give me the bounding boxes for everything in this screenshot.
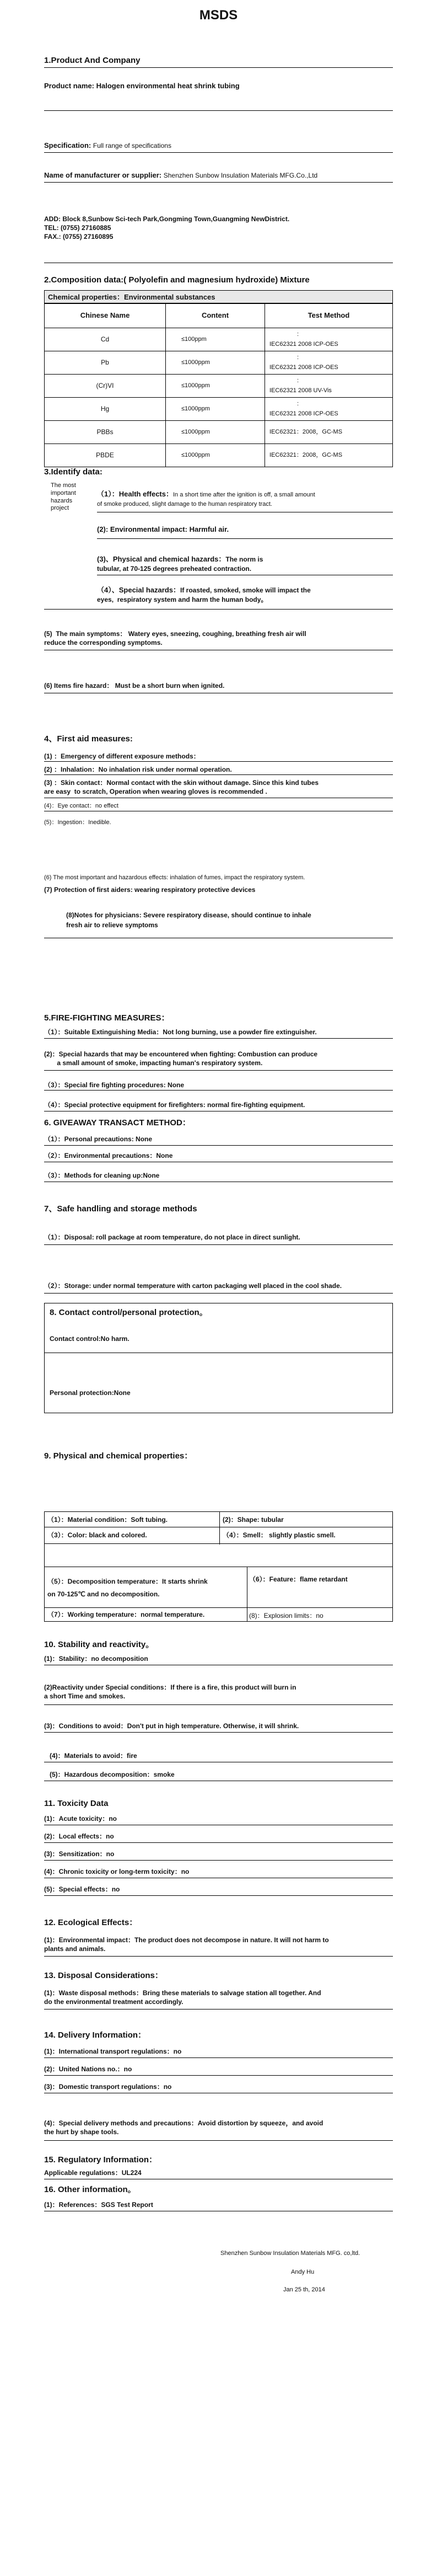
toxicity-item-4: (4)：Chronic toxicity or long-term toxicity：no xyxy=(44,1868,190,1875)
divider xyxy=(44,152,393,153)
cell-content: ≤100ppm xyxy=(166,328,265,351)
fire-hazard: (6) Items fire hazard： Must be a short burn when ignited. xyxy=(44,682,225,690)
first-aid-item-2: (2) ：Inhalation：No inhalation risk under normal operation. xyxy=(44,766,232,773)
stability-item-1: (1)：Stability：no decomposition xyxy=(44,1655,148,1663)
specification-label: Specification: xyxy=(44,141,91,149)
prop-explosion-limits: (8)：Explosion limits：no xyxy=(249,1612,323,1620)
divider xyxy=(44,182,393,183)
grid-line xyxy=(219,1511,220,1544)
cell-content: ≤1000ppm xyxy=(166,421,265,444)
stability-item-2: (2)Reactivity under Special conditions：If there is a fire, this product will burn in a short Time and smokes. xyxy=(44,1684,296,1700)
toxicity-item-2: (2)：Local effects：no xyxy=(44,1832,114,1840)
col-header-content: Content xyxy=(166,304,265,328)
stability-item-5: (5)：Hazardous decomposition：smoke xyxy=(50,1771,175,1778)
divider xyxy=(44,2075,393,2076)
first-aid-item-3: (3) ：Skin contact：Normal contact with the skin without damage. Since this kind tubes are easy to scratch, Operation when wearing gloves is recommended . xyxy=(44,779,319,795)
prop-shape: (2)：Shape: tubular xyxy=(223,1516,284,1524)
cell-method: IEC62321 2008 ICP-OES xyxy=(269,364,338,371)
section-3-heading: 3.Identify data: xyxy=(44,467,102,477)
table-row xyxy=(45,351,393,375)
health-effects xyxy=(97,490,395,509)
prop-material: （1）：Material condition：Soft tubing. xyxy=(47,1516,168,1524)
health-effects-text: In a short time after the ignition is off, a small amount of smoke produced, slight damage to the human respiratory tract. xyxy=(97,491,315,507)
table-row xyxy=(45,375,393,398)
delivery-item-3: (3)：Domestic transport regulations：no xyxy=(44,2083,172,2091)
divider xyxy=(44,1860,393,1861)
chemical-properties-bar: Chemical properties：Environmental substances xyxy=(44,290,393,303)
section-2-heading: 2.Composition data:( Polyolefin and magnesium hydroxide) Mixture xyxy=(44,275,310,285)
delivery-item-2: (2)：United Nations no.：no xyxy=(44,2065,132,2073)
table-row xyxy=(45,398,393,421)
cell-method: IEC62321：2008，GC-MS xyxy=(269,452,343,459)
divider xyxy=(97,538,393,539)
section-14-heading: 14. Delivery Information： xyxy=(44,2030,147,2040)
section-9-heading: 9. Physical and chemical properties： xyxy=(44,1451,193,1461)
cell-method: IEC62321 2008 ICP-OES xyxy=(269,410,338,417)
section-8-heading: 8. Contact control/personal protection。 xyxy=(50,1308,208,1317)
first-aid-item-4: (4)：Eye contact：no effect xyxy=(44,803,118,809)
physical-chemical-hazards xyxy=(97,555,373,574)
cell-method: IEC62321 2008 ICP-OES xyxy=(269,340,338,348)
first-aid-item-8: (8)Notes for physicians: Severe respiratory disease, should continue to inhale fresh air to relieve symptoms xyxy=(66,911,311,929)
section-11-heading: 11. Toxicity Data xyxy=(44,1799,109,1808)
divider xyxy=(44,1895,393,1896)
divider xyxy=(44,1956,393,1957)
special-hazards-text: If roasted, smoked, smoke will impact the eyes, respiratory system and harm the human body。 xyxy=(97,586,311,603)
phys-hazards-title: (3)、Physical and chemical hazards： xyxy=(97,555,226,563)
cell-name: Pb xyxy=(45,351,166,375)
grid-line xyxy=(44,1543,393,1544)
col-header-test-method: Test Method xyxy=(265,304,393,328)
cell-name: Hg xyxy=(45,398,166,421)
hazards-side-label: The most important hazards project xyxy=(51,482,76,512)
first-aid-item-7: (7) Protection of first aiders: wearing respiratory protective devices xyxy=(44,886,256,894)
divider xyxy=(44,1070,393,1071)
fire-fighting-item-2: (2)：Special hazards that may be encountered when fighting: Combustion can produce a small amount of smoke, impacting human's respiratory system. xyxy=(44,1050,318,1067)
main-symptoms: (5) The main symptoms： Watery eyes, sneezing, coughing, breathing fresh air will reduce the corresponding symptoms. xyxy=(44,630,306,646)
specification-row xyxy=(44,141,171,151)
delivery-item-1: (1)：International transport regulations：no xyxy=(44,2048,182,2055)
giveaway-item-2: （2）：Environmental precautions：None xyxy=(44,1152,173,1159)
cell-content: ≤1000ppm xyxy=(166,398,265,421)
special-hazards-title: （4）、Special hazards： xyxy=(97,586,180,594)
section-12-heading: 12. Ecological Effects： xyxy=(44,1918,138,1927)
contact-control: Contact control:No harm. xyxy=(50,1335,130,1343)
table-row xyxy=(45,444,393,467)
cell-method-mark: : xyxy=(297,330,299,338)
disposal-item-1: (1)：Waste disposal methods：Bring these materials to salvage station all together. And do the environmental treatment accordingly. xyxy=(44,1989,321,2006)
cell-name: (Cr)VI xyxy=(45,375,166,398)
cell-content: ≤1000ppm xyxy=(166,444,265,467)
divider xyxy=(44,1145,393,1146)
giveaway-item-3: （3）：Methods for cleaning up:None xyxy=(44,1172,160,1179)
section-10-heading: 10. Stability and reactivity。 xyxy=(44,1640,154,1649)
document-title: MSDS xyxy=(199,8,238,23)
section-7-heading: 7、Safe handling and storage methods xyxy=(44,1204,197,1214)
cell-name: PBBs xyxy=(45,421,166,444)
divider xyxy=(44,1293,393,1294)
telephone: TEL: (0755) 27160885 xyxy=(44,224,111,232)
manufacturer-value: Shenzhen Sunbow Insulation Materials MFG.Co.,Ltd xyxy=(163,172,318,179)
phys-hazards-text: The norm is tubular, at 70-125 degrees preheated contraction. xyxy=(97,555,263,573)
section-13-heading: 13. Disposal Considerations： xyxy=(44,1971,163,1980)
cell-method-mark: : xyxy=(297,354,299,361)
environmental-impact: (2): Environmental impact: Harmful air. xyxy=(97,525,229,533)
divider xyxy=(44,2009,393,2010)
prop-smell: （4）：Smell： slightly plastic smell. xyxy=(223,1531,336,1539)
divider xyxy=(44,774,393,775)
special-hazards xyxy=(97,586,384,605)
manufacturer-row xyxy=(44,171,317,180)
product-name-row xyxy=(44,82,240,91)
divider xyxy=(44,1704,393,1705)
cell-method: IEC62321：2008，GC-MS xyxy=(269,429,343,436)
divider xyxy=(44,1090,393,1091)
manufacturer-label: Name of manufacturer or supplier: xyxy=(44,171,162,179)
prop-color: （3）：Color: black and colored. xyxy=(47,1531,147,1539)
divider xyxy=(44,1038,393,1039)
divider xyxy=(44,1732,393,1733)
stability-item-4: (4)：Materials to avoid：fire xyxy=(50,1752,137,1760)
regulatory-item-1: Applicable regulations：UL224 xyxy=(44,2169,142,2177)
specification-value: Full range of specifications xyxy=(93,142,171,149)
footer-company: Shenzhen Sunbow Insulation Materials MFG. co,ltd. xyxy=(220,2250,360,2257)
cell-content: ≤1000ppm xyxy=(166,351,265,375)
cell-content: ≤1000ppm xyxy=(166,375,265,398)
divider xyxy=(44,761,393,762)
health-effects-title: （1）：Health effects： xyxy=(97,490,173,498)
cell-name: PBDE xyxy=(45,444,166,467)
fax: FAX.: (0755) 27160895 xyxy=(44,233,114,241)
divider xyxy=(44,1244,393,1245)
divider xyxy=(44,2140,393,2141)
divider xyxy=(44,1842,393,1843)
section-5-heading: 5.FIRE-FIGHTING MEASURES： xyxy=(44,1013,170,1023)
fire-fighting-item-1: （1）：Suitable Extinguishing Media：Not long burning, use a powder fire extinguisher. xyxy=(44,1028,317,1036)
delivery-item-4: (4)：Special delivery methods and precautions：Avoid distortion by squeeze，and avoid the hurt by shape tools. xyxy=(44,2119,323,2136)
toxicity-item-1: (1)：Acute toxicity：no xyxy=(44,1815,117,1823)
other-info-item-1: (1)：References：SGS Test Report xyxy=(44,2201,153,2209)
toxicity-item-3: (3)：Sensitization：no xyxy=(44,1850,115,1858)
divider xyxy=(44,2057,393,2058)
divider xyxy=(44,609,393,610)
cell-name: Cd xyxy=(45,328,166,351)
section-16-heading: 16. Other information。 xyxy=(44,2185,136,2194)
footer-date: Jan 25 th, 2014 xyxy=(283,2286,325,2293)
first-aid-item-6: (6) The most important and hazardous effects: inhalation of fumes, impact the respiratory system. xyxy=(44,874,305,881)
product-name-label: Product name: xyxy=(44,82,95,90)
cell-method-mark: : xyxy=(297,377,299,384)
toxicity-item-5: (5)：Special effects：no xyxy=(44,1885,120,1893)
section-1-heading: 1.Product And Company xyxy=(44,56,141,65)
table-row xyxy=(45,421,393,444)
fire-fighting-item-3: （3）：Special fire fighting procedures: None xyxy=(44,1081,185,1089)
divider xyxy=(44,67,393,68)
first-aid-item-5: (5)：Ingestion：Inedible. xyxy=(44,819,111,826)
ecological-item-1: (1)：Environmental impact：The product does not decompose in nature. It will not harm to plants and animals. xyxy=(44,1936,329,1953)
prop-decomposition: （5）：Decomposition temperature：It starts shrink on 70-125℃ and no decomposition. xyxy=(47,1578,208,1598)
product-name-value: Halogen environmental heat shrink tubing xyxy=(96,82,240,90)
personal-protection: Personal protection:None xyxy=(50,1389,131,1397)
grid-line xyxy=(44,1607,393,1608)
storage-item-1: （1）：Disposal: roll package at room temperature, do not place in direct sunlight. xyxy=(44,1233,300,1241)
section-4-heading: 4、First aid measures: xyxy=(44,734,133,744)
storage-item-2: （2）：Storage: under normal temperature with carton packaging well placed in the cool shade. xyxy=(44,1282,342,1290)
cell-method: IEC62321 2008 UV-Vis xyxy=(269,387,332,394)
prop-working-temperature: （7）：Working temperature：normal temperature. xyxy=(47,1611,205,1618)
table-row xyxy=(45,328,393,351)
address: ADD: Block 8,Sunbow Sci-tech Park,Gongming Town,Guangming NewDistrict. xyxy=(44,215,290,223)
section-15-heading: 15. Regulatory Information： xyxy=(44,2155,158,2165)
divider xyxy=(44,110,393,111)
section-6-heading: 6. GIVEAWAY TRANSACT METHOD： xyxy=(44,1118,191,1127)
footer-person: Andy Hu xyxy=(291,2269,315,2275)
fire-fighting-item-4: （4）：Special protective equipment for firefighters: normal fire-fighting equipment. xyxy=(44,1101,305,1109)
composition-table xyxy=(44,303,393,467)
stability-item-3: (3)：Conditions to avoid：Don't put in high temperature. Otherwise, it will shrink. xyxy=(44,1722,299,1730)
giveaway-item-1: （1）：Personal precautions: None xyxy=(44,1135,153,1143)
prop-feature: （6）：Feature：flame retardant xyxy=(249,1575,348,1583)
first-aid-item-1: (1) ：Emergency of different exposure methods： xyxy=(44,752,200,760)
col-header-chinese-name: Chinese Name xyxy=(45,304,166,328)
cell-method-mark: : xyxy=(297,400,299,407)
